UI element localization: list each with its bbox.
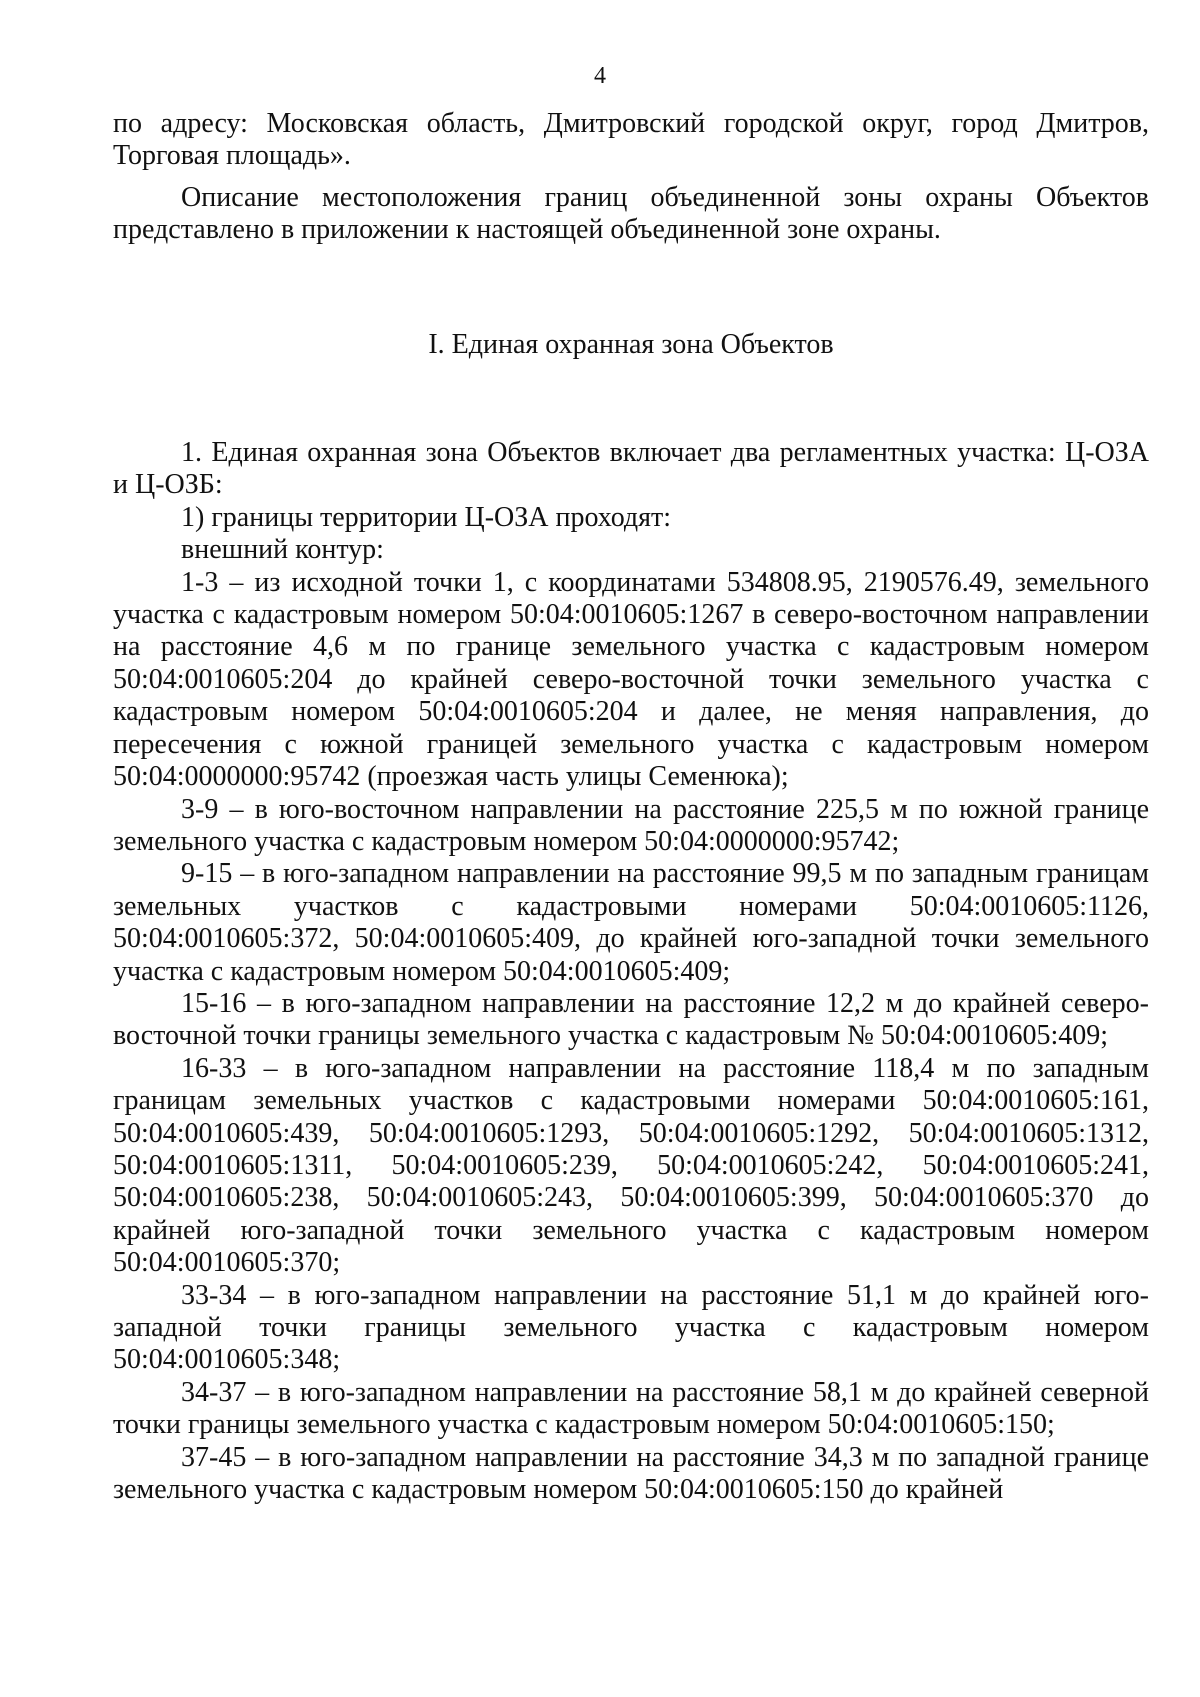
intro-paragraph-1: по адресу: Московская область, Дмитровский городской округ, город Дмитров, Торговая площадь». <box>113 108 1149 172</box>
paragraph-9: 33-34 – в юго-западном направлении на расстояние 51,1 м до крайней юго-западной точки границы земельного участка с кадастровым номером 50:04:0010605:348; <box>113 1279 1149 1376</box>
paragraph-5: 3-9 – в юго-восточном направлении на расстояние 225,5 м по южной границе земельного участка с кадастровым номером 50:04:0000000:95742; <box>113 793 1149 857</box>
paragraph-1: 1. Единая охранная зона Объектов включает два регламентных участка: Ц-ОЗА и Ц-ОЗБ: <box>113 437 1149 501</box>
intro-paragraph-2: Описание местоположения границ объединенной зоны охраны Объектов представлено в приложении к настоящей объединенной зоне охраны. <box>113 181 1149 246</box>
paragraph-11: 37-45 – в юго-западном направлении на расстояние 34,3 м по западной границе земельного участка с кадастровым номером 50:04:0010605:150 до крайней <box>113 1441 1149 1506</box>
paragraph-3: внешний контур: <box>181 534 384 566</box>
paragraph-7: 15-16 – в юго-западном направлении на расстояние 12,2 м до крайней северо-восточной точки границы земельного участка с кадастровым № 50:04:0010605:409; <box>113 987 1149 1052</box>
page-number: 4 <box>594 63 606 89</box>
paragraph-4: 1-3 – из исходной точки 1, с координатами 534808.95, 2190576.49, земельного участка с кадастровым номером 50:04:0010605:1267 в северо-восточном направлении на расстояние 4,6 м по границе земельного участка с кадастровым номером 50:04:0010605:204 до крайней северо-восточной точки земельного участка с кадастровым номером 50:04:0010605:204 и далее, не меняя направления, до пересечения с южной границей земельного участка с кадастровым номером 50:04:0000000:95742 (проезжая часть улицы Семенюка); <box>113 566 1149 793</box>
document-body <box>113 108 1149 1506</box>
paragraph-6: 9-15 – в юго-западном направлении на расстояние 99,5 м по западным границам земельных участков с кадастровыми номерами 50:04:0010605:1126, 50:04:0010605:372, 50:04:0010605:409, до крайней юго-западной точки земельного участка с кадастровым номером 50:04:0010605:409; <box>113 858 1149 987</box>
paragraph-2: 1) границы территории Ц-ОЗА проходят: <box>181 501 672 533</box>
paragraph-10: 34-37 – в юго-западном направлении на расстояние 58,1 м до крайней северной точки границы земельного участка с кадастровым номером 50:04:0010605:150; <box>113 1376 1149 1441</box>
section-title: I. Единая охранная зона Объектов <box>428 328 834 360</box>
paragraph-8: 16-33 – в юго-западном направлении на расстояние 118,4 м по западным границам земельных участков с кадастровыми номерами 50:04:0010605:161, 50:04:0010605:439, 50:04:0010605:1293, 50:04:0010605:1292, 50:04:0010605:1312, 50:04:0010605:1311, 50:04:0010605:239, 50:04:0010605:242, 50:04:0010605:241, 50:04:0010605:238, 50:04:0010605:243, 50:04:0010605:399, 50:04:0010605:370 до крайней юго-западной точки земельного участка с кадастровым номером 50:04:0010605:370; <box>113 1052 1149 1279</box>
